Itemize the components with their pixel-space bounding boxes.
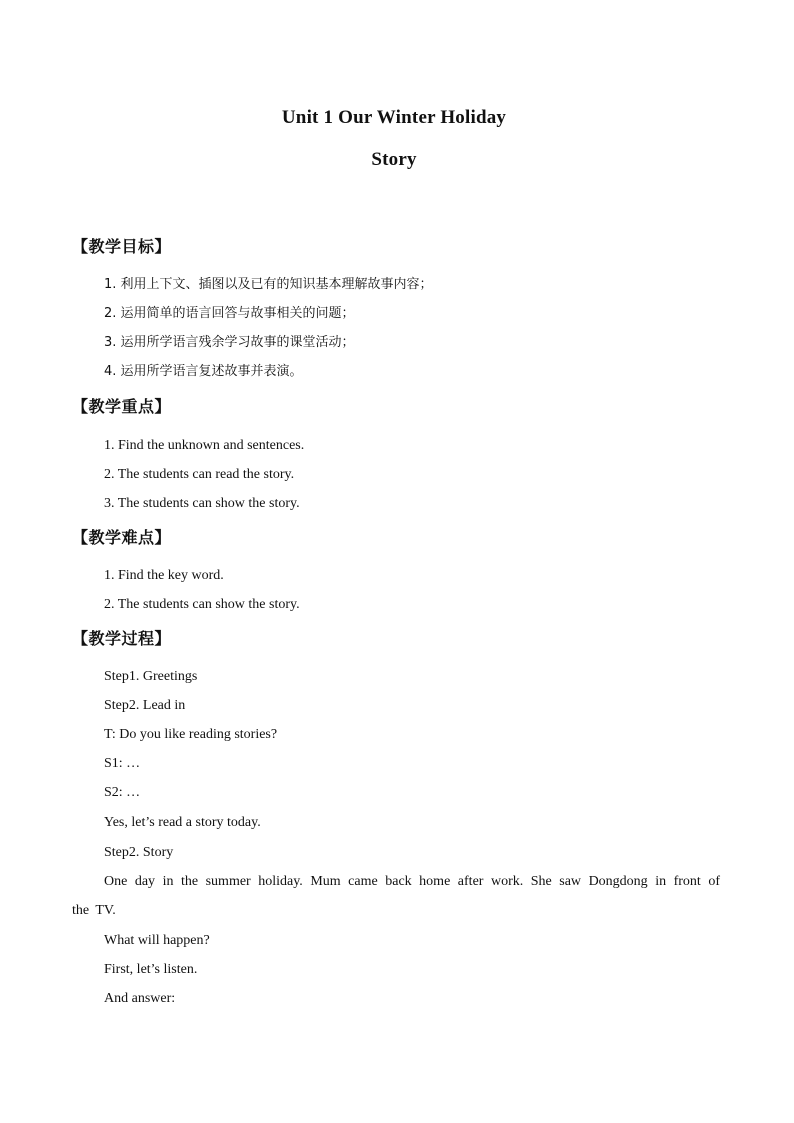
key-point-item: 3. The students can show the story.	[104, 496, 300, 511]
story-paragraph: One day in the summer holiday. Mum came back home after work. She saw Dongdong in front of the TV.	[72, 874, 720, 918]
process-line: T: Do you like reading stories?	[104, 727, 278, 742]
process-line: Yes, let’s read a story today.	[104, 815, 261, 830]
process-line: What will happen?	[104, 933, 210, 948]
process-line: First, let’s listen.	[104, 962, 198, 977]
process-line: And answer:	[104, 991, 176, 1006]
process-line: S1: …	[104, 756, 141, 771]
process-line: Step2. Lead in	[104, 698, 186, 713]
objective-item: 4. 运用所学语言复述故事并表演。	[104, 364, 303, 379]
document-subtitle: Story	[371, 149, 417, 170]
objective-item: 3. 运用所学语言残余学习故事的课堂活动；	[104, 335, 355, 350]
difficulty-item: 1. Find the key word.	[104, 568, 224, 583]
section-heading-objectives: 【教学目标】	[72, 237, 172, 256]
section-heading-difficulties: 【教学难点】	[72, 528, 172, 547]
key-point-item: 2. The students can read the story.	[104, 467, 295, 482]
process-line: S2: …	[104, 785, 141, 800]
objective-item: 1. 利用上下文、插图以及已有的知识基本理解故事内容；	[104, 277, 433, 292]
difficulty-item: 2. The students can show the story.	[104, 597, 300, 612]
section-heading-key-points: 【教学重点】	[72, 397, 172, 416]
process-line: Step1. Greetings	[104, 669, 198, 684]
objective-item: 2. 运用简单的语言回答与故事相关的问题；	[104, 306, 355, 321]
process-line: Step2. Story	[104, 845, 174, 860]
document-title: Unit 1 Our Winter Holiday	[281, 107, 507, 128]
section-heading-process: 【教学过程】	[72, 629, 172, 648]
key-point-item: 1. Find the unknown and sentences.	[104, 438, 305, 453]
